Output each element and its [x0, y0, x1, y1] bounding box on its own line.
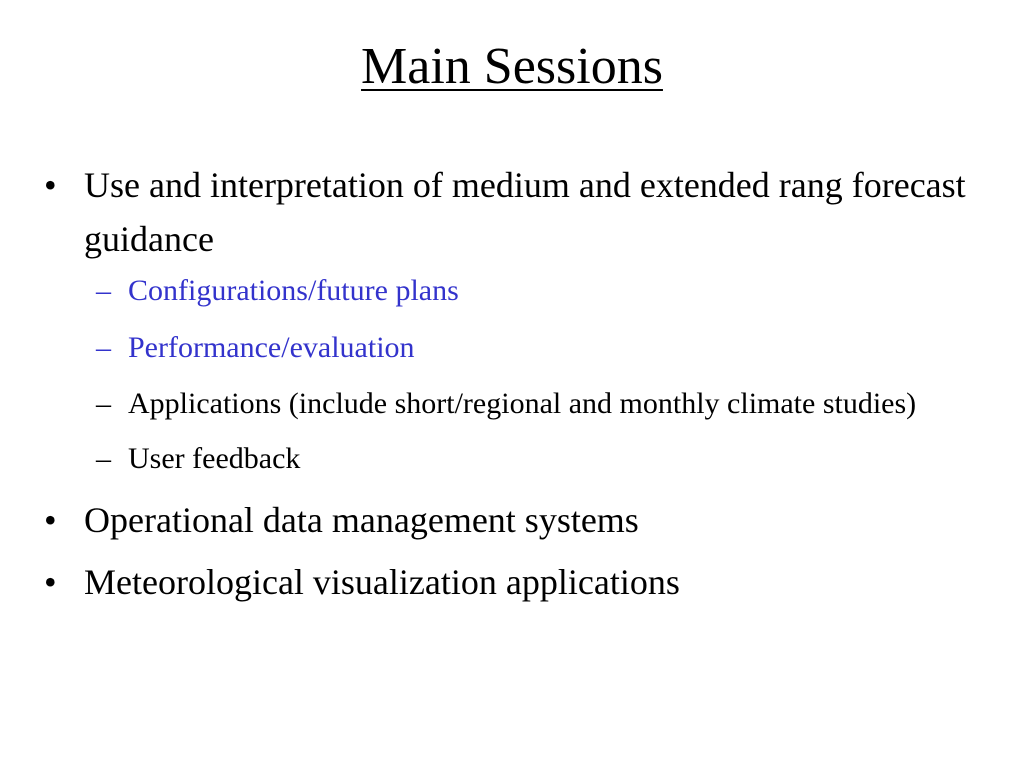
bullet-list [44, 158, 984, 617]
bullet-text: Meteorological visualization applications [84, 562, 680, 602]
bullet-marker: • [44, 500, 57, 540]
bullet-item [44, 158, 984, 482]
bullet-text: Use and interpretation of medium and extended rang forecast guidance [84, 165, 966, 259]
dash-marker: – [96, 442, 111, 475]
dash-marker: – [96, 274, 111, 307]
sub-bullet-item [84, 268, 984, 314]
bullet-item [44, 555, 984, 609]
sub-bullet-item [84, 325, 984, 371]
sub-bullet-text: Performance/evaluation [128, 331, 415, 364]
dash-marker: – [96, 331, 111, 364]
sub-bullet-text: Applications (include short/regional and monthly climate studies) [128, 387, 917, 420]
sub-bullet-text: Configurations/future plans [128, 274, 459, 307]
dash-marker: – [96, 387, 111, 420]
slide-title: Main Sessions [361, 38, 663, 95]
bullet-item [44, 493, 984, 547]
bullet-text: Operational data management systems [84, 500, 639, 540]
bullet-marker: • [44, 562, 57, 602]
sub-bullet-item [84, 436, 984, 482]
sub-bullet-item [84, 382, 984, 425]
sub-bullet-list [84, 268, 984, 482]
sub-bullet-text: User feedback [128, 442, 301, 475]
bullet-marker: • [44, 165, 57, 205]
